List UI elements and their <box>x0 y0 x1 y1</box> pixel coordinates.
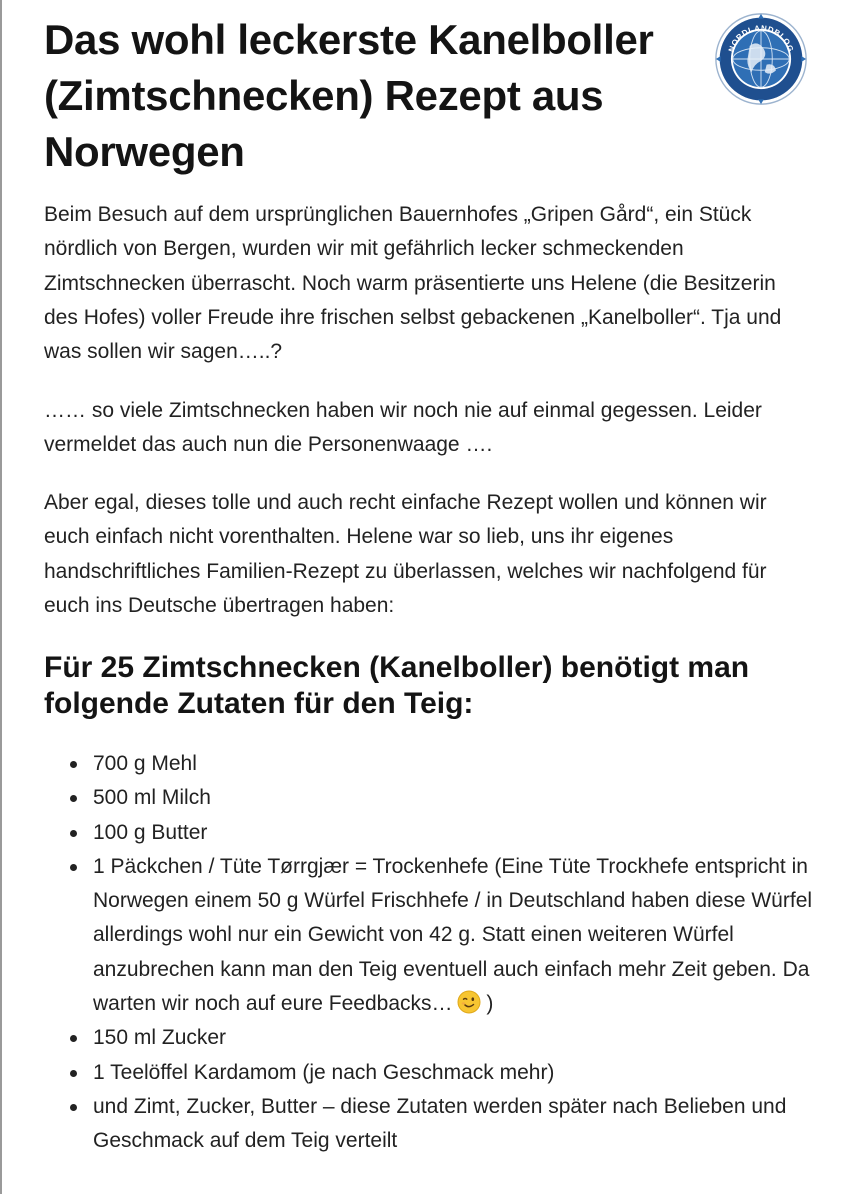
list-item <box>44 781 830 815</box>
bullet-icon <box>70 1104 77 1111</box>
ingredient-text: 1 Teelöffel Kardamom (je nach Geschmack mehr) <box>93 1060 555 1084</box>
ingredients-list <box>44 747 830 1159</box>
ingredient-text: und Zimt, Zucker, Butter – diese Zutaten werden später nach Belieben und Geschmack auf dem Teig verteilt <box>93 1094 787 1153</box>
list-item <box>44 816 830 850</box>
ingredient-text: 150 ml Zucker <box>93 1026 227 1050</box>
intro-paragraph-3: Aber egal, dieses tolle und auch recht einfache Rezept wollen und können wir euch einfach nicht vorenthalten. Helene war so lieb, uns ihr eigenes handschriftliches Familien-Rezept zu überlassen, welches wir nachfolgend für euch ins Deutsche übertragen haben: <box>44 491 767 617</box>
list-item <box>44 1056 830 1090</box>
bullet-icon <box>70 864 77 871</box>
bullet-icon <box>70 830 77 837</box>
bullet-icon <box>70 761 77 768</box>
winking-face-icon <box>457 990 481 1014</box>
intro-paragraph-1: Beim Besuch auf dem ursprünglichen Bauernhofes „Gripen Gård“, ein Stück nördlich von Bergen, wurden wir mit gefährlich lecker schmeckenden Zimtschnecken überrascht. Noch warm präsentierte uns Helene (die Besitzerin des Hofes) voller Freude ihre frischen selbst gebackenen „Kanelboller“. Tja und was sollen wir sagen…..? <box>44 203 782 364</box>
bullet-icon <box>70 1070 77 1077</box>
intro-paragraph-2: …… so viele Zimtschnecken haben wir noch nie auf einmal gegessen. Leider vermeldet das auch nun die Personenwaage …. <box>44 399 762 457</box>
page-title: Das wohl leckerste Kanelboller (Zimtschnecken) Rezept aus Norwegen <box>44 16 654 175</box>
ingredient-text: 700 g Mehl <box>93 752 197 775</box>
bullet-icon <box>70 795 77 802</box>
ingredient-text: 500 ml Milch <box>93 786 211 810</box>
nordlandblog-logo[interactable] <box>714 12 808 106</box>
list-item <box>44 1021 830 1055</box>
list-item <box>44 1090 830 1159</box>
ingredient-text: 100 g Butter <box>93 820 208 844</box>
ingredients-heading: Für 25 Zimtschnecken (Kanelboller) benötigt man folgende Zutaten für den Teig: <box>44 651 750 720</box>
bullet-icon <box>70 1035 77 1042</box>
list-item <box>44 850 830 1021</box>
list-item <box>44 747 830 781</box>
globe-logo-icon <box>714 12 808 106</box>
logo-text: NORDLANDBLOG <box>726 23 796 54</box>
ingredient-text-suffix: ) <box>480 992 494 1016</box>
ingredient-text: 1 Päckchen / Tüte Tørrgjær = Trockenhefe (Eine Tüte Trockhefe entspricht in Norwegen einem 50 g Würfel Frischhefe / in Deutschland haben diese Würfel allerdings wohl nur ein Gewicht von 42 g. Statt einen weiteren Würfel anzubrechen kann man den Teig eventuell auch einfach mehr Zeit geben. Da warten wir noch auf eure Feedbacks… <box>93 854 813 1016</box>
